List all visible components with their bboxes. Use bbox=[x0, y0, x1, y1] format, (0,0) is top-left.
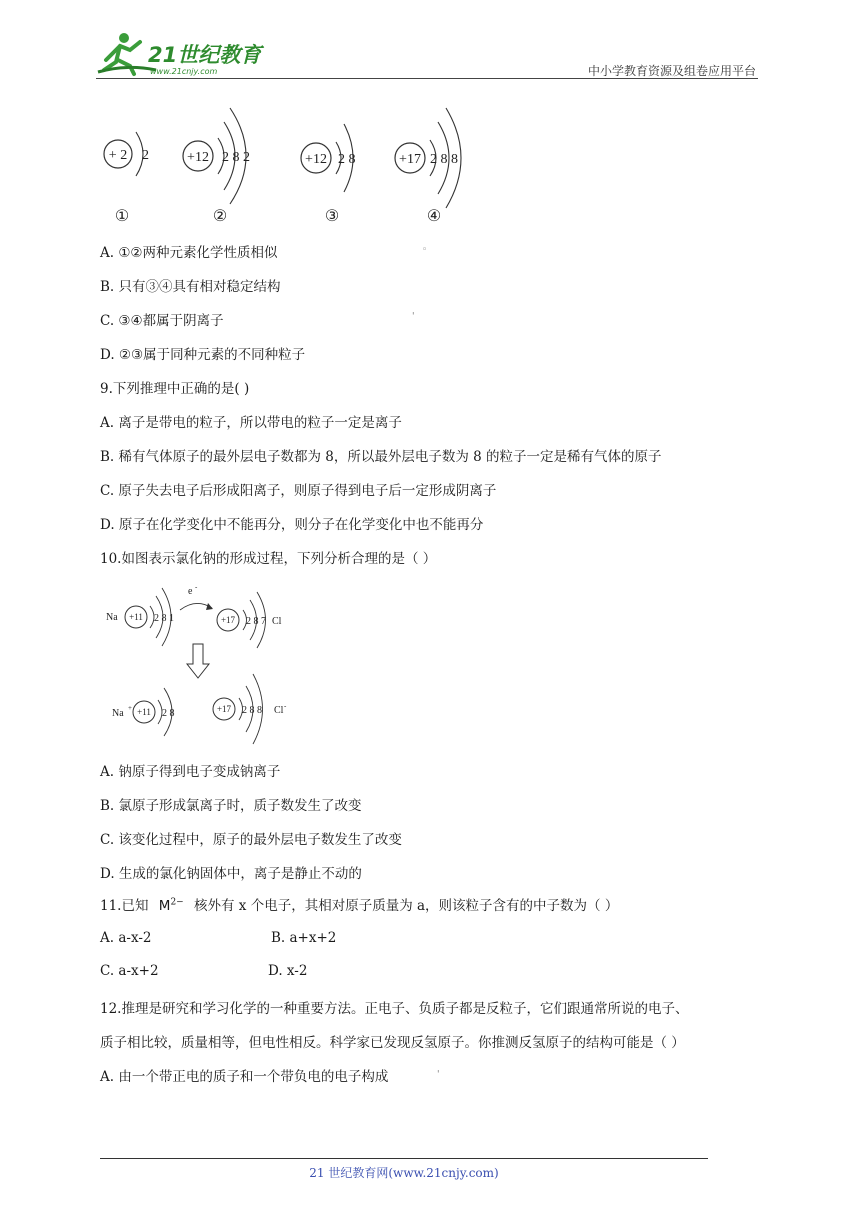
q8-option-a: A. ①②两种元素化学性质相似 bbox=[100, 245, 278, 261]
footer-divider bbox=[100, 1158, 708, 1159]
atom-diagram-2 bbox=[183, 108, 250, 225]
q11-option-b: B. a+x+2 bbox=[271, 930, 337, 946]
q9-stem: 9.下列推理中正确的是( ) bbox=[100, 381, 250, 397]
atom-4-electrons: 2 8 8 bbox=[430, 152, 458, 167]
q11-stem bbox=[100, 894, 618, 914]
atom-1-label: ① bbox=[114, 208, 130, 225]
atom-2-nucleus: +12 bbox=[187, 150, 209, 165]
atom-2-label: ② bbox=[212, 208, 228, 225]
svg-text:+: + bbox=[128, 704, 132, 712]
na-ion-nucleus: +11 bbox=[137, 707, 151, 717]
q8-option-b: B. 只有③④具有相对稳定结构 bbox=[100, 279, 281, 295]
electron-label: e bbox=[188, 586, 193, 597]
q10-option-b: B. 氯原子形成氯离子时，质子数发生了改变 bbox=[100, 798, 362, 814]
q12-stem-line1: 12.推理是研究和学习化学的一种重要方法。正电子、负质子都是反粒子，它们跟通常所说的电子、 bbox=[100, 1001, 689, 1017]
na-ion-electrons: 2 8 bbox=[162, 708, 175, 719]
cl-electrons: 2 8 7 bbox=[246, 616, 266, 627]
na-nucleus: +11 bbox=[129, 612, 143, 622]
logo-main-text: 21世纪教育 bbox=[148, 43, 262, 67]
q11-option-c: C. a-x+2 bbox=[100, 963, 159, 979]
q9-option-b: B. 稀有气体原子的最外层电子数都为 8，所以最外层电子数为 8 的粒子一定是稀有气体的原子 bbox=[100, 449, 662, 465]
cl-ion-nucleus: +17 bbox=[216, 704, 232, 714]
footer-site-link[interactable]: 21 世纪教育网(www.21cnjy.com) bbox=[309, 1166, 499, 1180]
na-label: Na bbox=[106, 612, 118, 623]
cl-ion-electrons: 2 8 8 bbox=[242, 705, 262, 716]
atom-3-label: ③ bbox=[324, 208, 340, 225]
q11-option-d: D. x-2 bbox=[268, 963, 308, 979]
stray-dot: ' bbox=[437, 1070, 440, 1080]
atom-3-electrons: 2 8 bbox=[338, 152, 356, 167]
atom-diagram-3 bbox=[301, 124, 356, 225]
page-header bbox=[96, 30, 758, 80]
atom-diagram-1 bbox=[104, 132, 149, 225]
stray-dot: ◦ bbox=[422, 245, 428, 255]
svg-text:-: - bbox=[284, 702, 287, 710]
q9-option-a: A. 离子是带电的粒子，所以带电的粒子一定是离子 bbox=[100, 415, 402, 431]
q11-stem-post: 核外有 x 个电子，其相对原子质量为 a，则该粒子含有的中子数为（ ） bbox=[194, 898, 619, 914]
atom-1-electrons: 2 bbox=[142, 148, 149, 163]
svg-text:-: - bbox=[195, 583, 198, 591]
stray-dot: ' bbox=[412, 312, 415, 322]
site-logo bbox=[96, 30, 266, 78]
atom-2-electrons: 2 8 2 bbox=[222, 150, 250, 165]
cl-label: Cl bbox=[272, 616, 282, 627]
atom-3-nucleus: +12 bbox=[305, 152, 327, 167]
q9-option-c: C. 原子失去电子后形成阳离子，则原子得到电子后一定形成阴离子 bbox=[100, 483, 497, 499]
logo-url-text: www.21cnjy.com bbox=[150, 67, 218, 76]
header-platform-text: 中小学教育资源及组卷应用平台 bbox=[587, 64, 756, 78]
q8-option-c: C. ③④都属于阴离子 bbox=[100, 313, 224, 329]
na-ion-label: Na bbox=[112, 708, 124, 719]
q10-option-a: A. 钠原子得到电子变成钠离子 bbox=[100, 764, 281, 780]
q11-option-a: A. a-x-2 bbox=[100, 930, 152, 946]
q10-option-d: D. 生成的氯化钠固体中，离子是静止不动的 bbox=[100, 866, 362, 882]
q10-nacl-formation-diagram bbox=[100, 578, 300, 748]
q12-option-a: A. 由一个带正电的质子和一个带负电的电子构成 bbox=[100, 1069, 389, 1085]
q10-stem: 10.如图表示氯化钠的形成过程，下列分析合理的是（ ） bbox=[100, 551, 437, 567]
atom-diagram-4 bbox=[395, 108, 461, 225]
q8-atom-diagrams bbox=[100, 100, 480, 228]
q11-ion-symbol: M bbox=[158, 898, 171, 914]
cl-nucleus: +17 bbox=[220, 615, 236, 625]
q12-stem-line2: 质子相比较，质量相等，但电性相反。科学家已发现反氢原子。你推测反氢原子的结构可能是（ ） bbox=[100, 1035, 685, 1051]
q9-option-d: D. 原子在化学变化中不能再分，则分子在化学变化中也不能再分 bbox=[100, 517, 484, 533]
q8-option-d: D. ②③属于同种元素的不同种粒子 bbox=[100, 347, 306, 363]
atom-1-nucleus: + 2 bbox=[108, 148, 128, 163]
na-electrons: 2 8 1 bbox=[154, 613, 174, 624]
atom-4-nucleus: +17 bbox=[399, 152, 421, 167]
cl-ion-label: Cl bbox=[274, 705, 284, 716]
q11-ion-charge: 2− bbox=[170, 897, 184, 908]
atom-4-label: ④ bbox=[426, 208, 442, 225]
header-divider bbox=[96, 78, 758, 79]
q11-stem-pre: 11.已知 bbox=[100, 898, 149, 914]
q10-option-c: C. 该变化过程中，原子的最外层电子数发生了改变 bbox=[100, 832, 402, 848]
